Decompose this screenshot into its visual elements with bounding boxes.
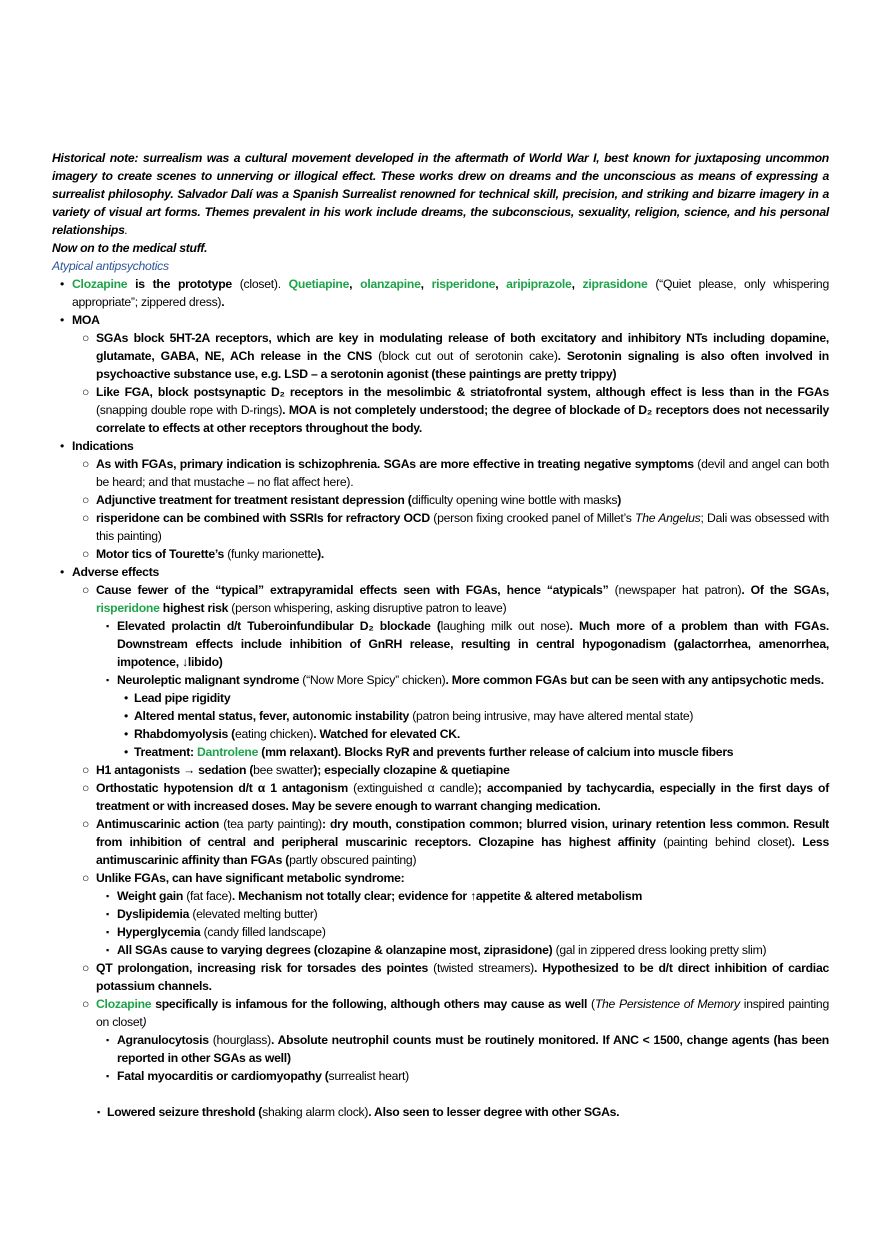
drug-name: Clozapine: [96, 997, 152, 1011]
text-run: Antimuscarinic action: [96, 817, 220, 831]
text-run: ,: [420, 277, 432, 291]
list-item: [52, 437, 829, 455]
text-run: risperidone can be combined with SSRIs for refractory OCD: [96, 511, 430, 525]
text-run: The Angelus: [635, 511, 701, 525]
bullet-icon: ○: [82, 385, 90, 399]
list-item: [52, 815, 829, 869]
text-run: Agranulocytosis: [117, 1033, 209, 1047]
bullet-icon: ○: [82, 781, 90, 795]
text-run: ,: [349, 277, 361, 291]
text-run: . MOA is not completely understood; the degree of blockade of D₂ receptors does not necessarily correlate to effects at other receptors throughout the body.: [96, 403, 830, 435]
text-run: (person whispering, asking disruptive patron to leave): [228, 601, 507, 615]
text-run: As with FGAs, primary indication is schizophrenia. SGAs are more effective in treating negative symptoms: [96, 457, 694, 471]
text-run: Historical note: surrealism was a cultural movement developed in the aftermath of World War I, best known for juxtaposing uncommon imagery to create scenes to unnerving or illogical effect. These works drew on dreams and the unconscious as means of expressing a surrealist philosophy. Salvador Dalí was a Spanish Surrealist renowned for technical skill, precision, and striking and bizarre imagery in a variety of visual art forms. Themes prevalent in his work include dreams, the subconscious, sexuality, religion, science, and his personal relationships: [52, 151, 829, 237]
text-run: (block cut out of serotonin cake): [371, 349, 558, 363]
text-run: . Watched for elevated CK.: [313, 727, 460, 741]
bullet-icon: ○: [82, 493, 90, 507]
bullet-icon: ○: [82, 763, 90, 777]
text-run: ,: [571, 277, 583, 291]
bullet-icon: ○: [82, 547, 90, 561]
text-run: . Of the SGAs,: [741, 583, 829, 597]
text-run: Lowered seizure threshold (: [107, 1105, 263, 1119]
document-body: [52, 149, 829, 1121]
list-item: [52, 779, 829, 815]
text-run: The Persistence of Memory: [594, 997, 740, 1011]
list-item: [52, 275, 829, 311]
drug-name: Quetiapine: [288, 277, 350, 291]
text-run: (hourglass): [208, 1033, 271, 1047]
text-run: (tea party painting): [219, 817, 322, 831]
text-run: . Mechanism not totally clear; evidence for ↑appetite & altered metabolism: [231, 889, 643, 903]
text-run: (: [587, 997, 595, 1011]
text-run: MOA: [72, 313, 100, 327]
text-run: specifically is infamous for the following, although others may cause as well: [151, 997, 588, 1011]
list-item: [52, 1031, 829, 1067]
bullet-icon: ○: [82, 961, 90, 975]
text-run: (person fixing crooked panel of Millet’s: [429, 511, 636, 525]
bullet-icon: ▪: [106, 891, 109, 901]
text-run: Weight gain: [117, 889, 184, 903]
text-run: Orthostatic hypotension d/t α 1 antagonism: [96, 781, 348, 795]
text-run: Neuroleptic malignant syndrome: [117, 673, 300, 687]
text-run: (patron being intrusive, may have altered mental state): [409, 709, 694, 723]
text-run: Fatal myocarditis or cardiomyopathy (: [117, 1069, 329, 1083]
list-item: [52, 617, 829, 671]
bullet-icon: ○: [82, 817, 90, 831]
text-run: surrealist heart): [328, 1069, 409, 1083]
text-run: Adverse effects: [72, 565, 160, 579]
list-item: [52, 509, 829, 545]
list-item: [52, 311, 829, 329]
text-run: ): [142, 1015, 147, 1029]
bullet-icon: •: [60, 565, 65, 579]
text-run: highest risk: [159, 601, 229, 615]
bullet-icon: •: [124, 727, 129, 741]
list-item: [52, 545, 829, 563]
bullet-icon: ▪: [97, 1107, 100, 1117]
bullet-icon: ▪: [106, 909, 109, 919]
bullet-icon: ○: [82, 457, 90, 471]
text-run: QT prolongation, increasing risk for torsades des pointes: [96, 961, 429, 975]
drug-name: aripiprazole: [506, 277, 572, 291]
drug-name: Dantrolene: [196, 745, 259, 759]
bullet-icon: ○: [82, 331, 90, 345]
text-run: Cause fewer of the “typical” extrapyramidal effects seen with FGAs, hence “atypicals”: [96, 583, 609, 597]
bullet-icon: ▪: [106, 927, 109, 937]
paragraph: [52, 239, 829, 257]
text-run: Rhabdomyolysis (: [134, 727, 235, 741]
text-run: (devil and angel can both be heard; and that mustache – no flat affect here).: [96, 457, 829, 489]
paragraph: [52, 149, 829, 239]
list-item: [52, 725, 829, 743]
bullet-icon: ○: [82, 511, 90, 525]
list-item: [52, 329, 829, 383]
text-run: . Also seen to lesser degree with other SGAs.: [368, 1105, 620, 1119]
text-run: Dyslipidemia: [117, 907, 190, 921]
text-run: (extinguished α candle): [347, 781, 478, 795]
text-run: Altered mental status, fever, autonomic instability: [134, 709, 410, 723]
text-run: difficulty opening wine bottle with masks: [411, 493, 618, 507]
list-item: [52, 707, 829, 725]
bullet-icon: ○: [82, 871, 90, 885]
list-item: [52, 671, 829, 689]
text-run: ; accompanied by tachycardia, especially in the first days of treatment or with increased doses. May be severe enough to warrant changing medication.: [96, 781, 830, 813]
text-run: (mm relaxant). Blocks RyR and prevents further release of calcium into muscle fibers: [258, 745, 734, 759]
bullet-icon: ▪: [106, 621, 109, 631]
text-run: .: [124, 223, 128, 237]
text-run: . Less antimuscarinic affinity than FGAs (: [96, 835, 829, 867]
text-run: : dry mouth, constipation common; blurred vision, urinary retention less common. Result from inhibition of central and peripheral muscarinic receptors. Clozapine has highest affinity: [96, 817, 829, 849]
list-item: [52, 959, 829, 995]
bullet-icon: ▪: [106, 945, 109, 955]
list-item: [52, 743, 829, 761]
text-run: inspired painting on closet: [96, 997, 829, 1029]
list-item: [52, 689, 829, 707]
paragraph: [52, 257, 829, 275]
text-run: . Absolute neutrophil counts must be routinely monitored. If ANC < 1500, change agents (has been reported in other SGAs as well): [117, 1033, 829, 1065]
text-run: eating chicken): [234, 727, 314, 741]
text-run: (funky marionette: [224, 547, 318, 561]
text-run: is the prototype: [127, 277, 232, 291]
text-run: . Much more of a problem than with FGAs. Downstream effects include inhibition of GnRH release, resulting in central hypogonadism (galactorrhea, amenorrhea, impotence, ↓libido): [117, 619, 829, 669]
bullet-icon: ▪: [106, 1071, 109, 1081]
text-run: SGAs block 5HT-2A receptors, which are key in modulating release of both excitatory and inhibitory NTs including dopamine, glutamate, GABA, NE, ACh release in the CNS: [96, 331, 829, 363]
bullet-icon: •: [60, 313, 65, 327]
text-run: (gal in zippered dress looking pretty slim): [552, 943, 767, 957]
text-run: ; Dali was obsessed with this painting): [96, 511, 829, 543]
section-heading: Atypical antipsychotics: [52, 259, 169, 273]
text-run: Elevated prolactin d/t Tuberoinfundibular D₂ blockade (: [117, 619, 441, 633]
text-run: (elevated melting butter): [189, 907, 318, 921]
text-run: . More common FGAs but can be seen with any antipsychotic meds.: [445, 673, 824, 687]
list-item: [52, 1067, 829, 1085]
list-item: [52, 869, 829, 887]
list-item: [52, 563, 829, 581]
list-item: [52, 923, 829, 941]
text-run: .: [221, 295, 225, 309]
bullet-icon: ▪: [106, 1035, 109, 1045]
bullet-icon: •: [124, 709, 129, 723]
text-run: (closet).: [231, 277, 289, 291]
text-run: Lead pipe rigidity: [134, 691, 231, 705]
list-item: [52, 887, 829, 905]
text-run: ): [617, 493, 622, 507]
bullet-icon: ○: [82, 583, 90, 597]
text-run: (“Quiet please, only whispering appropriate”; zippered dress): [72, 277, 829, 309]
drug-name: ziprasidone: [582, 277, 648, 291]
list-item: [52, 941, 829, 959]
drug-name: risperidone: [431, 277, 496, 291]
list-item: [52, 491, 829, 509]
drug-name: risperidone: [96, 601, 160, 615]
text-run: Motor tics of Tourette’s: [96, 547, 225, 561]
text-run: Adjunctive treatment for treatment resistant depression (: [96, 493, 412, 507]
bullet-icon: •: [60, 277, 65, 291]
text-run: Like FGA, block postsynaptic D₂ receptors in the mesolimbic & striatofrontal system, although effect is less than in the FGAs: [96, 385, 829, 399]
list-item: [52, 455, 829, 491]
text-run: (“Now More Spicy” chicken): [299, 673, 446, 687]
list-item: [52, 581, 829, 617]
list-item: [52, 1103, 829, 1121]
text-run: Treatment:: [134, 745, 197, 759]
list-item: [52, 761, 829, 779]
text-run: Unlike FGAs, can have significant metabolic syndrome:: [96, 871, 405, 885]
text-run: (newspaper hat patron): [608, 583, 742, 597]
list-item: [52, 383, 829, 437]
text-run: (painting behind closet): [655, 835, 792, 849]
text-run: partly obscured painting): [289, 853, 417, 867]
text-run: All SGAs cause to varying degrees (clozapine & olanzapine most, ziprasidone): [117, 943, 553, 957]
text-run: Now on to the medical stuff.: [52, 241, 208, 255]
text-run: ).: [317, 547, 325, 561]
drug-name: olanzapine: [360, 277, 421, 291]
text-run: . Hypothesized to be d/t direct inhibition of cardiac potassium channels.: [96, 961, 830, 993]
text-run: Hyperglycemia: [117, 925, 201, 939]
text-run: ); especially clozapine & quetiapine: [313, 763, 510, 777]
bullet-icon: ○: [82, 997, 90, 1011]
text-run: laughing milk out nose): [440, 619, 570, 633]
list-item: [52, 905, 829, 923]
list-item: [52, 995, 829, 1031]
text-run: (snapping double rope with D-rings): [96, 403, 283, 417]
text-run: H1 antagonists → sedation (: [96, 763, 254, 777]
text-run: bee swatter: [253, 763, 314, 777]
bullet-icon: •: [124, 745, 129, 759]
drug-name: Clozapine: [72, 277, 128, 291]
text-run: (candy filled landscape): [200, 925, 326, 939]
text-run: . Serotonin signaling is also often involved in psychoactive substance use, e.g. LSD – a serotonin agonist (these paintings are pretty trippy): [96, 349, 830, 381]
text-run: (fat face): [183, 889, 232, 903]
text-run: Indications: [72, 439, 134, 453]
text-run: ,: [495, 277, 507, 291]
bullet-icon: ▪: [106, 675, 109, 685]
bullet-icon: •: [60, 439, 65, 453]
text-run: (twisted streamers): [428, 961, 534, 975]
bullet-icon: •: [124, 691, 129, 705]
text-run: shaking alarm clock): [262, 1105, 369, 1119]
